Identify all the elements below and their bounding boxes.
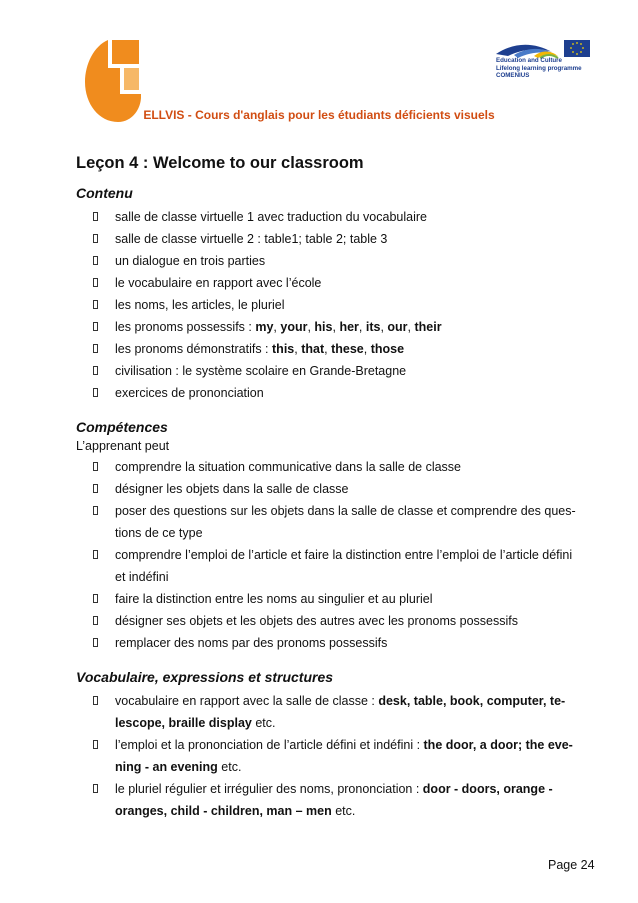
list-item: exercices de prononciation	[76, 382, 596, 404]
bullet-icon	[93, 300, 98, 309]
competences-list	[76, 456, 596, 654]
contenu-list	[76, 206, 596, 404]
bullet-icon	[93, 462, 98, 471]
bullet-icon	[93, 278, 98, 287]
list-item-continuation: tions de ce type	[115, 526, 203, 540]
list-item: salle de classe virtuelle 2 : table1; table 2; table 3	[76, 228, 596, 250]
bullet-icon	[93, 616, 98, 625]
bullet-icon	[93, 740, 98, 749]
list-item-continuation: et indéfini	[115, 570, 169, 584]
competences-intro: L’apprenant peut	[76, 439, 170, 453]
bullet-icon	[93, 344, 98, 353]
list-item: comprendre l’emploi de l’article et faire la distinction entre l’emploi de l’article défini	[76, 544, 596, 566]
section-heading-competences: Compétences	[76, 419, 168, 435]
bullet-icon	[93, 506, 98, 515]
lesson-title: Leçon 4 : Welcome to our classroom	[76, 154, 364, 172]
main-content	[76, 152, 596, 822]
list-item: comprendre la situation communicative dans la salle de classe	[76, 456, 596, 478]
bullet-icon	[93, 594, 98, 603]
section-heading-contenu: Contenu	[76, 185, 133, 201]
bullet-icon	[93, 484, 98, 493]
list-item: salle de classe virtuelle 1 avec traduction du vocabulaire	[76, 206, 596, 228]
bullet-icon	[93, 550, 98, 559]
eu-logo-text: Education and Culture Lifelong learning programme COMENIUS	[496, 57, 582, 80]
bullet-icon	[93, 388, 98, 397]
bullet-icon	[93, 696, 98, 705]
bullet-icon	[93, 322, 98, 331]
list-item: civilisation : le système scolaire en Grande-Bretagne	[76, 360, 596, 382]
bullet-icon	[93, 784, 98, 793]
list-item: l’emploi et la prononciation de l’article défini et indéfini : the door, a door; the eve-	[76, 734, 596, 756]
section-heading-vocabulaire: Vocabulaire, expressions et structures	[76, 669, 334, 685]
list-item: les pronoms possessifs : my, your, his, her, its, our, their	[76, 316, 596, 338]
bullet-icon	[93, 366, 98, 375]
header-title: ELLVIS - Cours d'anglais pour les étudiants déficients visuels	[143, 108, 495, 122]
list-item-continuation: lescope, braille display etc.	[115, 716, 276, 730]
bullet-icon	[93, 638, 98, 647]
list-item-continuation: oranges, child - children, man – men etc.	[115, 804, 356, 818]
list-item: les noms, les articles, le pluriel	[76, 294, 596, 316]
list-item: désigner ses objets et les objets des autres avec les pronoms possessifs	[76, 610, 596, 632]
list-item: remplacer des noms par des pronoms possessifs	[76, 632, 596, 654]
page-number: Page 24	[548, 858, 595, 872]
list-item-continuation: ning - an evening etc.	[115, 760, 242, 774]
list-item: les pronoms démonstratifs : this, that, these, those	[76, 338, 596, 360]
list-item: désigner les objets dans la salle de classe	[76, 478, 596, 500]
list-item: poser des questions sur les objets dans la salle de classe et comprendre des ques-	[76, 500, 596, 522]
bullet-icon	[93, 256, 98, 265]
list-item: le vocabulaire en rapport avec l’école	[76, 272, 596, 294]
bullet-icon	[93, 234, 98, 243]
list-item: le pluriel régulier et irrégulier des noms, prononciation : door - doors, orange -	[76, 778, 596, 800]
list-item: faire la distinction entre les noms au singulier et au pluriel	[76, 588, 596, 610]
list-item: un dialogue en trois parties	[76, 250, 596, 272]
list-item: vocabulaire en rapport avec la salle de classe : desk, table, book, computer, te-	[76, 690, 596, 712]
bullet-icon	[93, 212, 98, 221]
vocabulaire-list	[76, 690, 596, 822]
